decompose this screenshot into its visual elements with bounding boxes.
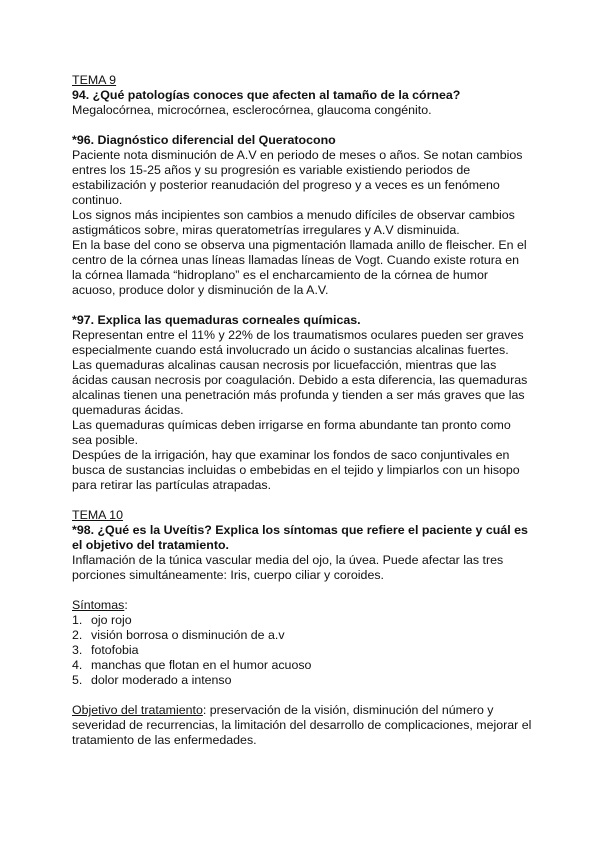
list-item <box>72 643 532 658</box>
list-item-text: dolor moderado a intenso <box>91 673 232 687</box>
list-item <box>72 658 532 673</box>
sintomas-heading <box>72 598 532 613</box>
list-item-number: 1. <box>72 613 83 627</box>
question-96-paragraph: Paciente nota disminución de A.V en periodo de meses o años. Se notan cambios entres los 15-25 años y su progresión es variable existiendo periodos de estabilización y posterior reanudación del progreso y a veces es un fenómeno continuo. <box>72 148 523 207</box>
objetivo-text: : preservación de la visión, disminución del número y severidad de recurrencias, la limitación del desarrollo de complicaciones, mejorar el tratamiento de las enfermedades. <box>72 703 532 747</box>
question-96-paragraph: En la base del cono se observa una pigmentación llamada anillo de fleischer. En el centro de la córnea unas líneas llamadas líneas de Vogt. Cuando existe rotura en la córnea llamada “hidroplano” es el encharcamiento de la córnea de humor acuoso, produce dolor y disminución de la A.V. <box>72 238 527 297</box>
question-94-answer: Megalocórnea, microcórnea, esclerocórnea, glaucoma congénito. <box>72 103 432 117</box>
list-item-number: 2. <box>72 628 83 642</box>
list-item-text: manchas que flotan en el humor acuoso <box>91 658 312 672</box>
list-item-number: 5. <box>72 673 83 687</box>
question-94-title: 94. ¿Qué patologías conoces que afecten al tamaño de la córnea? <box>72 88 461 102</box>
objetivo-paragraph <box>72 703 532 748</box>
section-heading-tema-9: TEMA 9 <box>72 73 117 87</box>
section-heading-tema-10: TEMA 10 <box>72 508 123 522</box>
list-item-text: ojo rojo <box>91 613 132 627</box>
sintomas-list <box>72 613 532 688</box>
question-96-paragraph: Los signos más incipientes son cambios a menudo difíciles de observar cambios astigmáticos sobre, miras queratometrías irregulares y A.V disminuida. <box>72 208 515 237</box>
list-item-text: fotofobia <box>91 643 139 657</box>
list-item-number: 3. <box>72 643 83 657</box>
question-98-intro: Inflamación de la túnica vascular media del ojo, la úvea. Puede afectar las tres porciones simultáneamente: Iris, cuerpo ciliar y coroides. <box>72 553 504 582</box>
question-98-title: *98. ¿Qué es la Uveítis? Explica los síntomas que refiere el paciente y cuál es el objetivo del tratamiento. <box>72 523 528 552</box>
question-97-paragraph: Despúes de la irrigación, hay que examinar los fondos de saco conjuntivales en busca de sustancias incluidas o embebidas en el tejido y limpiarlos con un hisopo para retirar las partículas atrapadas. <box>72 448 520 492</box>
question-97-paragraph: Representan entre el 11% y 22% de los traumatismos oculares pueden ser graves especialmente cuando está involucrado un ácido o sustancias alcalinas fuertes. <box>72 328 524 357</box>
objetivo-label: Objetivo del tratamiento <box>72 703 203 717</box>
question-96-title: *96. Diagnóstico diferencial del Queratocono <box>72 133 336 147</box>
question-97-paragraph: Las quemaduras químicas deben irrigarse en forma abundante tan pronto como sea posible. <box>72 418 511 447</box>
question-97-title: *97. Explica las quemaduras corneales químicas. <box>72 313 361 327</box>
list-item-text: visión borrosa o disminución de a.v <box>91 628 285 642</box>
sintomas-colon: : <box>124 598 128 612</box>
list-item <box>72 673 532 688</box>
list-item <box>72 628 532 643</box>
sintomas-label: Síntomas <box>72 598 125 612</box>
document-content <box>72 73 532 748</box>
list-item <box>72 613 532 628</box>
list-item-number: 4. <box>72 658 83 672</box>
question-97-paragraph: Las quemaduras alcalinas causan necrosis por licuefacción, mientras que las ácidas causan necrosis por coagulación. Debido a esta diferencia, las quemaduras alcalinas tienen una penetración más profunda y tienden a ser más graves que las quemaduras ácidas. <box>72 358 528 417</box>
